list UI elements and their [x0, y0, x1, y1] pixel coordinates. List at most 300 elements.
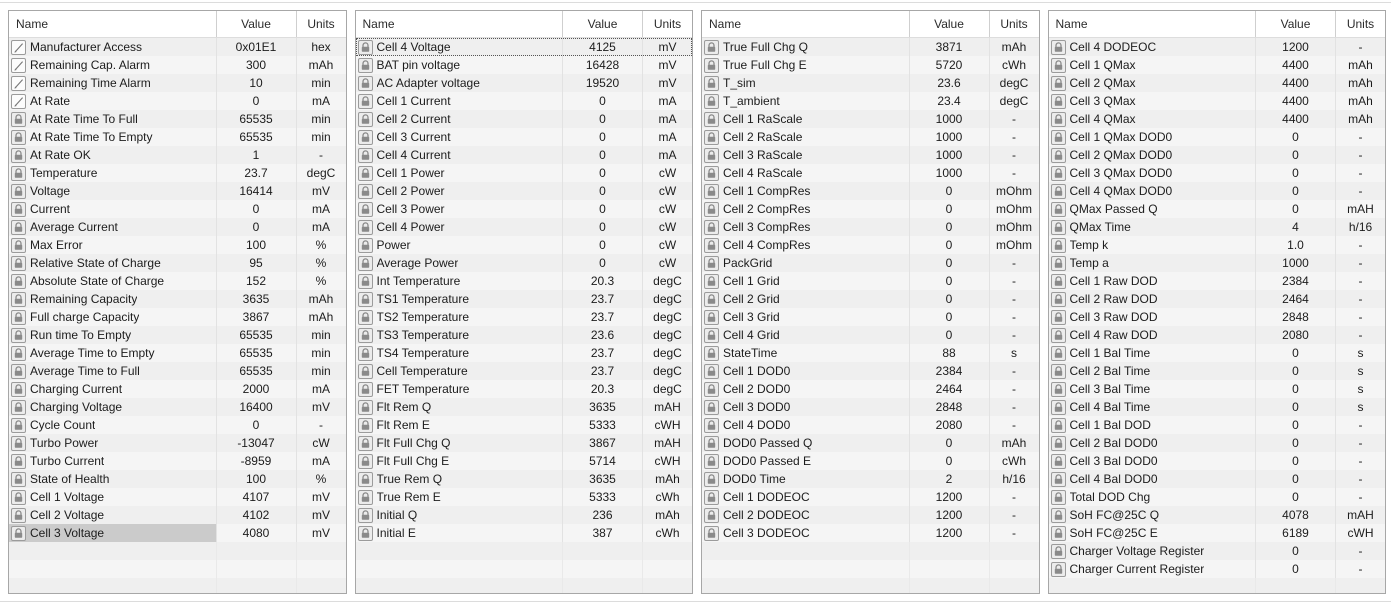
- register-value: 16428: [562, 56, 642, 74]
- register-name-cell: [356, 182, 563, 200]
- register-row[interactable]: [356, 128, 693, 146]
- register-row[interactable]: [1049, 416, 1386, 434]
- register-name: QMax Passed Q: [1069, 202, 1158, 216]
- register-row[interactable]: [9, 344, 346, 362]
- register-table: [701, 10, 1040, 594]
- register-name-cell: [702, 452, 909, 470]
- register-row[interactable]: [356, 506, 693, 524]
- register-units: mV: [642, 74, 692, 92]
- register-row[interactable]: [9, 524, 346, 542]
- register-row[interactable]: [1049, 146, 1386, 164]
- register-name: Cell 2 RaScale: [723, 130, 803, 144]
- register-row[interactable]: [9, 290, 346, 308]
- register-row[interactable]: [1049, 506, 1386, 524]
- register-name: Cell 1 CompRes: [723, 184, 811, 198]
- register-name-cell: [356, 380, 563, 398]
- register-row[interactable]: [702, 236, 1039, 254]
- register-row[interactable]: [356, 326, 693, 344]
- register-name-cell: [9, 434, 216, 452]
- register-name: Cell 2 QMax: [1069, 76, 1136, 90]
- column-header-units[interactable]: Units: [642, 11, 692, 37]
- register-value: 100: [216, 470, 296, 488]
- register-name-cell: [356, 218, 563, 236]
- column-header-name[interactable]: Name: [709, 17, 742, 31]
- register-name-cell: [702, 254, 909, 272]
- register-units: %: [296, 470, 346, 488]
- table-body: [1049, 38, 1386, 593]
- register-row[interactable]: [702, 398, 1039, 416]
- register-value: 0: [909, 200, 989, 218]
- register-row[interactable]: [702, 506, 1039, 524]
- register-name: Cycle Count: [30, 418, 96, 432]
- register-value: [216, 578, 296, 593]
- register-row[interactable]: [1049, 452, 1386, 470]
- register-name: Power: [376, 238, 411, 252]
- register-name: TS1 Temperature: [376, 292, 469, 306]
- register-name-cell: [1049, 182, 1256, 200]
- register-row[interactable]: [702, 344, 1039, 362]
- lock-icon: [1051, 274, 1066, 289]
- lock-icon: [358, 238, 373, 253]
- register-value: 0: [1255, 362, 1335, 380]
- register-row[interactable]: [1049, 290, 1386, 308]
- register-name: Initial E: [376, 526, 416, 540]
- register-value: [562, 542, 642, 560]
- register-value: 23.7: [562, 290, 642, 308]
- column-header-name[interactable]: Name: [16, 17, 49, 31]
- register-row[interactable]: [1049, 236, 1386, 254]
- column-header-units[interactable]: Units: [296, 11, 346, 37]
- lock-icon: [358, 436, 373, 451]
- register-row[interactable]: [356, 200, 693, 218]
- register-row[interactable]: [702, 218, 1039, 236]
- column-header-units[interactable]: Units: [1335, 11, 1385, 37]
- register-name-cell: [1049, 488, 1256, 506]
- register-value: 0: [216, 218, 296, 236]
- register-row[interactable]: [9, 236, 346, 254]
- register-units: cW: [642, 164, 692, 182]
- register-row[interactable]: [356, 416, 693, 434]
- register-row[interactable]: [9, 146, 346, 164]
- register-row[interactable]: [356, 434, 693, 452]
- lock-icon: [704, 292, 719, 307]
- lock-icon: [358, 400, 373, 415]
- register-row[interactable]: [356, 488, 693, 506]
- register-value: 0: [1255, 380, 1335, 398]
- register-units: -: [989, 488, 1039, 506]
- register-name: Cell 2 DOD0: [723, 382, 791, 396]
- register-row[interactable]: [702, 434, 1039, 452]
- lock-icon: [11, 346, 26, 361]
- register-row[interactable]: [702, 200, 1039, 218]
- register-row[interactable]: [702, 146, 1039, 164]
- register-name-cell: [1049, 470, 1256, 488]
- register-name-cell: [702, 380, 909, 398]
- register-row[interactable]: [1049, 434, 1386, 452]
- register-row[interactable]: [702, 416, 1039, 434]
- register-row[interactable]: [1049, 560, 1386, 578]
- register-value: 4400: [1255, 74, 1335, 92]
- register-name: Cell 3 Grid: [723, 310, 780, 324]
- register-row[interactable]: [356, 524, 693, 542]
- register-value: 2848: [1255, 308, 1335, 326]
- register-row[interactable]: [356, 362, 693, 380]
- register-row[interactable]: [1049, 164, 1386, 182]
- register-name: FET Temperature: [376, 382, 470, 396]
- lock-icon: [11, 364, 26, 379]
- register-name: Cell 4 Grid: [723, 328, 780, 342]
- register-row[interactable]: [1049, 272, 1386, 290]
- register-units: s: [1335, 398, 1385, 416]
- register-row[interactable]: [356, 254, 693, 272]
- register-row[interactable]: [9, 200, 346, 218]
- register-name: Flt Rem E: [376, 418, 430, 432]
- register-value: 0: [1255, 164, 1335, 182]
- column-header-units[interactable]: Units: [989, 11, 1039, 37]
- register-name: Cell 3 Bal Time: [1069, 382, 1151, 396]
- register-row[interactable]: [9, 110, 346, 128]
- register-name-cell: [9, 362, 216, 380]
- column-header-name[interactable]: Name: [362, 17, 395, 31]
- lock-icon: [704, 346, 719, 361]
- register-units: -: [1335, 182, 1385, 200]
- register-row[interactable]: [9, 506, 346, 524]
- register-name-cell: [702, 326, 909, 344]
- register-row[interactable]: [1049, 362, 1386, 380]
- register-row[interactable]: [702, 326, 1039, 344]
- register-units: -: [989, 398, 1039, 416]
- column-header-value[interactable]: Value: [909, 11, 989, 37]
- register-units: -: [1335, 146, 1385, 164]
- register-value: 2000: [216, 380, 296, 398]
- register-row[interactable]: [356, 380, 693, 398]
- register-row[interactable]: [1049, 308, 1386, 326]
- register-row[interactable]: [356, 146, 693, 164]
- register-name: Cell 1 QMax: [1069, 58, 1136, 72]
- register-row[interactable]: [356, 56, 693, 74]
- register-row[interactable]: [702, 362, 1039, 380]
- register-name: Flt Full Chg Q: [376, 436, 451, 450]
- register-value: 1: [216, 146, 296, 164]
- lock-icon: [358, 112, 373, 127]
- register-row[interactable]: [702, 128, 1039, 146]
- lock-icon: [1051, 508, 1066, 523]
- register-value: 95: [216, 254, 296, 272]
- register-name-cell: [702, 38, 909, 56]
- register-name: Initial Q: [376, 508, 418, 522]
- edit-icon: [11, 58, 26, 73]
- register-row[interactable]: [702, 182, 1039, 200]
- lock-icon: [358, 418, 373, 433]
- register-name: Cell 2 CompRes: [723, 202, 811, 216]
- register-units: cW: [296, 434, 346, 452]
- register-units: cWh: [989, 452, 1039, 470]
- lock-icon: [358, 508, 373, 523]
- register-row[interactable]: [9, 398, 346, 416]
- register-units: -: [1335, 254, 1385, 272]
- register-row[interactable]: [9, 416, 346, 434]
- register-name-cell: [702, 308, 909, 326]
- register-row[interactable]: [9, 470, 346, 488]
- register-row[interactable]: [702, 56, 1039, 74]
- register-row[interactable]: [9, 452, 346, 470]
- register-row[interactable]: [702, 92, 1039, 110]
- lock-icon: [1051, 328, 1066, 343]
- register-row[interactable]: [9, 164, 346, 182]
- table-header: [702, 11, 1039, 38]
- register-name: Run time To Empty: [30, 328, 132, 342]
- register-name-cell: [1049, 254, 1256, 272]
- register-value: 0: [909, 272, 989, 290]
- register-row[interactable]: [9, 308, 346, 326]
- lock-icon: [358, 490, 373, 505]
- table-body: [9, 38, 346, 593]
- register-name-cell: [702, 488, 909, 506]
- register-units: mAh: [296, 290, 346, 308]
- register-value: 0: [562, 146, 642, 164]
- register-value: 0: [1255, 542, 1335, 560]
- register-units: hex: [296, 38, 346, 56]
- register-name-cell: [702, 290, 909, 308]
- register-name: Temperature: [30, 166, 98, 180]
- register-row[interactable]: [1049, 398, 1386, 416]
- register-name-cell: [1049, 416, 1256, 434]
- column-header-value[interactable]: Value: [562, 11, 642, 37]
- column-header-value[interactable]: Value: [216, 11, 296, 37]
- register-units: [989, 542, 1039, 560]
- register-value: 3635: [562, 398, 642, 416]
- register-row[interactable]: [1049, 470, 1386, 488]
- register-value: 23.7: [562, 344, 642, 362]
- register-units: mA: [296, 218, 346, 236]
- register-name: Cell 3 RaScale: [723, 148, 803, 162]
- register-value: 0: [216, 416, 296, 434]
- register-units: mAh: [1335, 74, 1385, 92]
- register-value: 3635: [562, 470, 642, 488]
- register-name: Charger Voltage Register: [1069, 544, 1205, 558]
- lock-icon: [704, 94, 719, 109]
- register-name: DOD0 Time: [723, 472, 786, 486]
- register-row[interactable]: [702, 452, 1039, 470]
- register-row[interactable]: [1049, 74, 1386, 92]
- register-units: -: [989, 110, 1039, 128]
- register-row[interactable]: [356, 272, 693, 290]
- lock-icon: [11, 292, 26, 307]
- empty-row: [356, 560, 693, 578]
- register-units: mV: [296, 506, 346, 524]
- register-row[interactable]: [9, 92, 346, 110]
- register-row[interactable]: [9, 254, 346, 272]
- register-row[interactable]: [9, 272, 346, 290]
- register-name-cell: [702, 164, 909, 182]
- register-value: 4125: [562, 38, 642, 56]
- register-name: Cell 4 RaScale: [723, 166, 803, 180]
- register-units: cWH: [642, 452, 692, 470]
- register-row[interactable]: [356, 218, 693, 236]
- register-row[interactable]: [702, 164, 1039, 182]
- register-row[interactable]: [356, 290, 693, 308]
- lock-icon: [1051, 364, 1066, 379]
- register-name-cell: [356, 488, 563, 506]
- register-name-cell: [1049, 524, 1256, 542]
- register-row[interactable]: [702, 272, 1039, 290]
- register-value: 0: [1255, 200, 1335, 218]
- column-header-name[interactable]: Name: [1055, 17, 1088, 31]
- register-name-cell: [1049, 200, 1256, 218]
- register-row[interactable]: [356, 452, 693, 470]
- register-units: -: [989, 254, 1039, 272]
- register-name-cell: [9, 38, 216, 56]
- register-name-cell: [356, 560, 563, 578]
- register-value: 0: [909, 236, 989, 254]
- register-row[interactable]: [356, 164, 693, 182]
- register-row[interactable]: [356, 38, 693, 56]
- register-row[interactable]: [356, 308, 693, 326]
- register-units: -: [989, 128, 1039, 146]
- register-row[interactable]: [356, 74, 693, 92]
- register-row[interactable]: [702, 524, 1039, 542]
- register-units: -: [1335, 290, 1385, 308]
- register-name-cell: [702, 272, 909, 290]
- lock-icon: [704, 202, 719, 217]
- register-row[interactable]: [1049, 380, 1386, 398]
- lock-icon: [1051, 472, 1066, 487]
- register-value: 2384: [909, 362, 989, 380]
- register-row[interactable]: [9, 56, 346, 74]
- register-name: Cell 4 Power: [376, 220, 445, 234]
- register-units: mAh: [642, 506, 692, 524]
- register-units: mA: [642, 110, 692, 128]
- register-name-cell: [702, 128, 909, 146]
- register-row[interactable]: [702, 110, 1039, 128]
- register-row[interactable]: [1049, 38, 1386, 56]
- register-name: Cell 4 Raw DOD: [1069, 328, 1158, 342]
- lock-icon: [358, 184, 373, 199]
- register-row[interactable]: [1049, 344, 1386, 362]
- register-row[interactable]: [9, 488, 346, 506]
- register-row[interactable]: [702, 74, 1039, 92]
- register-name-cell: [356, 56, 563, 74]
- register-name: TS4 Temperature: [376, 346, 469, 360]
- register-row[interactable]: [1049, 326, 1386, 344]
- register-units: s: [1335, 380, 1385, 398]
- register-row[interactable]: [356, 110, 693, 128]
- register-row[interactable]: [356, 182, 693, 200]
- register-name-cell: [1049, 38, 1256, 56]
- register-row[interactable]: [9, 326, 346, 344]
- register-row[interactable]: [1049, 56, 1386, 74]
- register-units: -: [989, 308, 1039, 326]
- register-row[interactable]: [9, 434, 346, 452]
- lock-icon: [1051, 130, 1066, 145]
- register-name-cell: [9, 164, 216, 182]
- register-units: mV: [296, 182, 346, 200]
- register-units: [989, 578, 1039, 593]
- register-units: -: [989, 380, 1039, 398]
- register-row[interactable]: [702, 38, 1039, 56]
- register-value: 0: [562, 182, 642, 200]
- register-value: 6189: [1255, 524, 1335, 542]
- register-row[interactable]: [9, 218, 346, 236]
- register-units: mV: [296, 398, 346, 416]
- register-row[interactable]: [702, 380, 1039, 398]
- lock-icon: [11, 310, 26, 325]
- edit-icon: [11, 76, 26, 91]
- register-units: -: [989, 272, 1039, 290]
- lock-icon: [11, 382, 26, 397]
- register-row[interactable]: [702, 488, 1039, 506]
- register-row[interactable]: [356, 344, 693, 362]
- register-row[interactable]: [702, 290, 1039, 308]
- register-name: Flt Full Chg E: [376, 454, 450, 468]
- register-name-cell: [702, 560, 909, 578]
- register-row[interactable]: [1049, 488, 1386, 506]
- register-row[interactable]: [702, 470, 1039, 488]
- register-row[interactable]: [9, 362, 346, 380]
- register-name-cell: [356, 362, 563, 380]
- register-name-cell: [9, 182, 216, 200]
- register-name: QMax Time: [1069, 220, 1131, 234]
- register-value: 0: [1255, 128, 1335, 146]
- register-row[interactable]: [1049, 182, 1386, 200]
- register-name: Temp k: [1069, 238, 1109, 252]
- register-row[interactable]: [1049, 200, 1386, 218]
- register-units: %: [296, 254, 346, 272]
- register-row[interactable]: [356, 92, 693, 110]
- lock-icon: [1051, 490, 1066, 505]
- register-row[interactable]: [1049, 542, 1386, 560]
- lock-icon: [1051, 310, 1066, 325]
- register-value: 3867: [216, 308, 296, 326]
- register-row[interactable]: [1049, 128, 1386, 146]
- register-units: -: [1335, 542, 1385, 560]
- register-row[interactable]: [702, 308, 1039, 326]
- register-value: 236: [562, 506, 642, 524]
- register-row[interactable]: [702, 254, 1039, 272]
- register-name-cell: [702, 470, 909, 488]
- register-row[interactable]: [9, 380, 346, 398]
- register-value: 0: [562, 254, 642, 272]
- register-name-cell: [1049, 146, 1256, 164]
- register-row[interactable]: [9, 128, 346, 146]
- lock-icon: [704, 238, 719, 253]
- register-name: Remaining Cap. Alarm: [30, 58, 151, 72]
- register-name: Cell 3 DOD0: [723, 400, 791, 414]
- register-name: Cell 2 Raw DOD: [1069, 292, 1158, 306]
- register-row[interactable]: [1049, 524, 1386, 542]
- register-row[interactable]: [9, 74, 346, 92]
- register-name: Cell 1 Bal Time: [1069, 346, 1151, 360]
- register-row[interactable]: [9, 38, 346, 56]
- column-header-value[interactable]: Value: [1255, 11, 1335, 37]
- register-row[interactable]: [356, 236, 693, 254]
- register-row[interactable]: [1049, 110, 1386, 128]
- register-name: True Rem E: [376, 490, 441, 504]
- register-row[interactable]: [356, 398, 693, 416]
- register-row[interactable]: [9, 182, 346, 200]
- register-row[interactable]: [1049, 254, 1386, 272]
- table-body: [356, 38, 693, 593]
- register-name-cell: [702, 524, 909, 542]
- lock-icon: [358, 76, 373, 91]
- register-name: Cell 3 QMax: [1069, 94, 1136, 108]
- register-name-cell: [1049, 308, 1256, 326]
- register-row[interactable]: [356, 470, 693, 488]
- register-row[interactable]: [1049, 92, 1386, 110]
- lock-icon: [704, 166, 719, 181]
- register-name: Charger Current Register: [1069, 562, 1205, 576]
- register-row[interactable]: [1049, 218, 1386, 236]
